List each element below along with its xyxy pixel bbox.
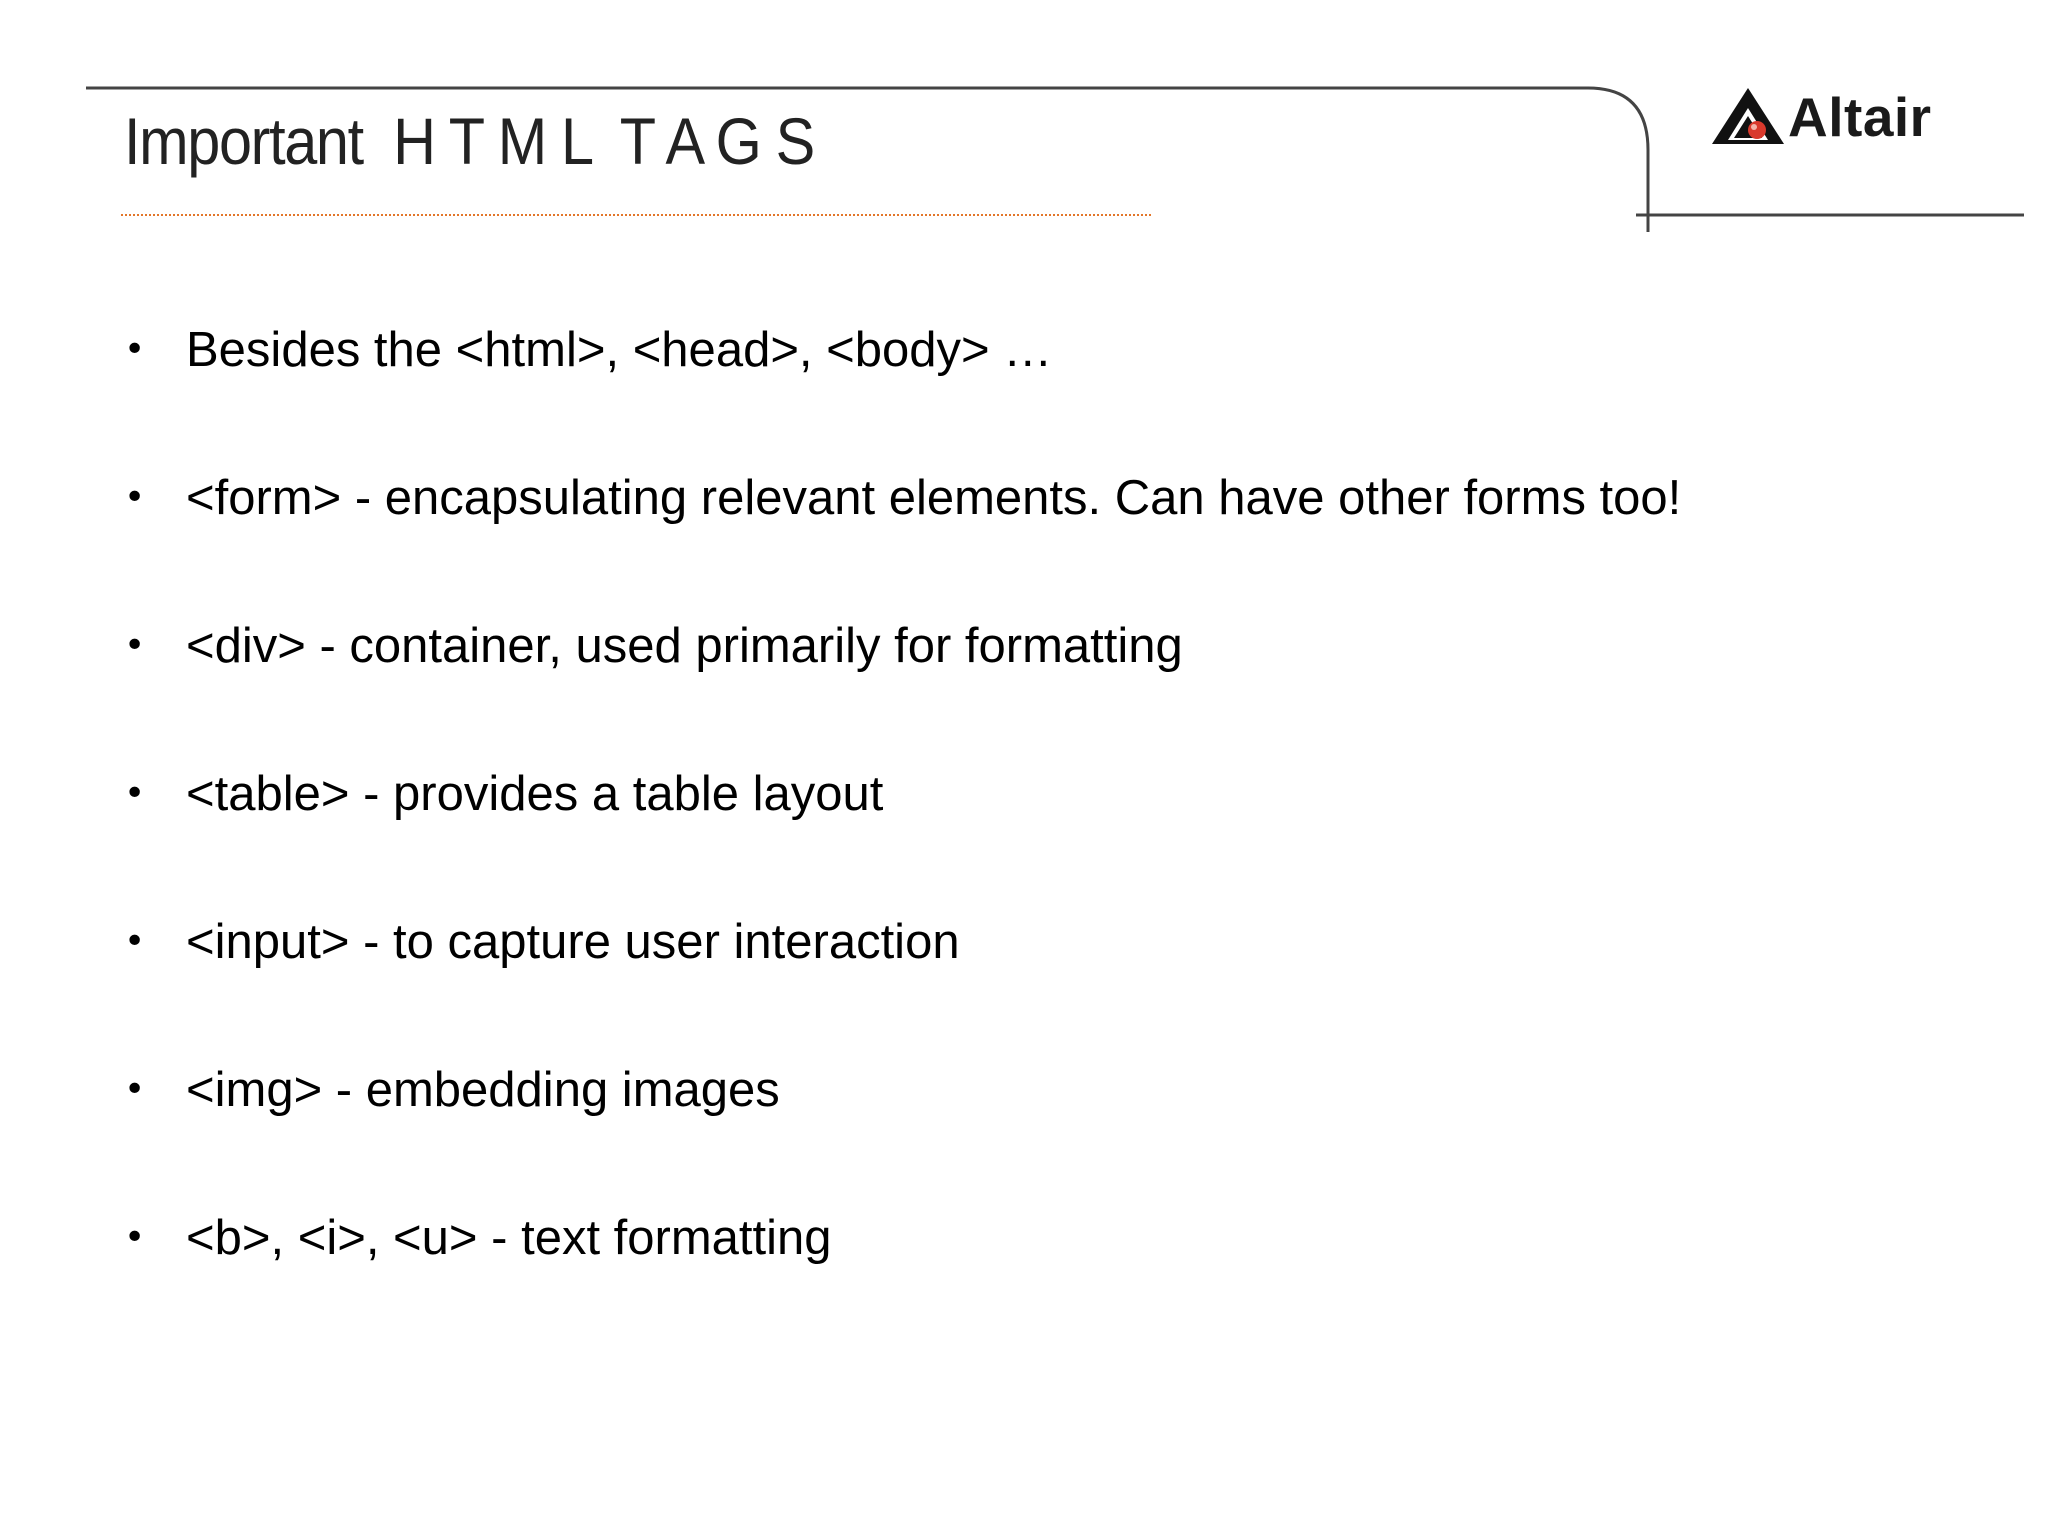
bullet-text: <b>, <i>, <u> - text formatting [186, 1211, 832, 1265]
bullet-item [124, 614, 1681, 762]
title-underline [121, 214, 1151, 216]
altair-logo [1710, 84, 1932, 150]
bullet-icon: • [124, 1069, 146, 1110]
bullet-list [124, 318, 1681, 1354]
bullet-item [124, 762, 1681, 910]
altair-logo-text: Altair [1788, 86, 1932, 148]
bullet-item [124, 1058, 1681, 1206]
bullet-item [124, 910, 1681, 1058]
bullet-icon: • [124, 921, 146, 962]
bullet-item [124, 318, 1681, 466]
bullet-text: <div> - container, used primarily for formatting [186, 619, 1183, 673]
bullet-text: Besides the <html>, <head>, <body> … [186, 323, 1053, 377]
bullet-icon: • [124, 625, 146, 666]
slide-title: Important H T M L T A G S [124, 104, 814, 178]
bullet-icon: • [124, 1217, 146, 1258]
bullet-item [124, 1206, 1681, 1354]
bullet-text: <form> - encapsulating relevant elements. Can have other forms too! [186, 471, 1682, 525]
bullet-icon: • [124, 329, 146, 370]
bullet-text: <input> - to capture user interaction [186, 915, 960, 969]
bullet-item [124, 466, 1681, 614]
bullet-icon: • [124, 477, 146, 518]
bullet-icon: • [124, 773, 146, 814]
bullet-text: <table> - provides a table layout [186, 767, 884, 821]
altair-triangle-logo-icon [1710, 86, 1786, 148]
bullet-text: <img> - embedding images [186, 1063, 780, 1117]
